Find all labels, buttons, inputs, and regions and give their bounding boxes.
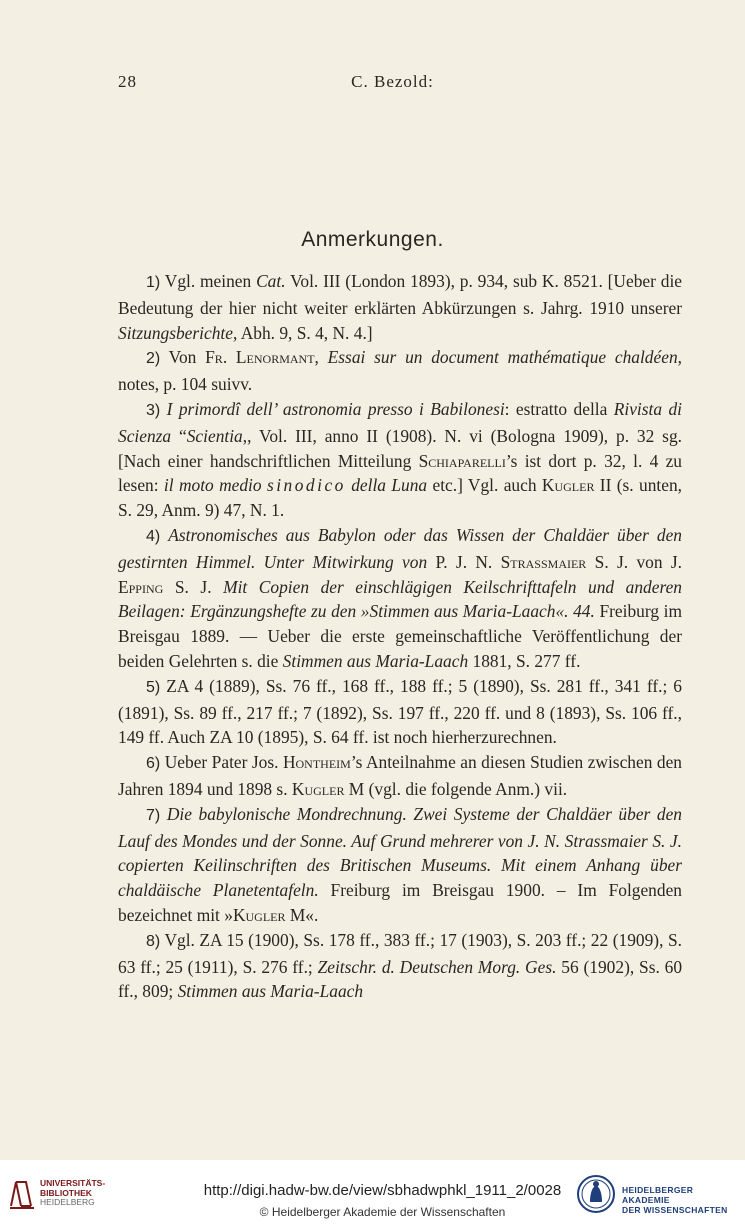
copyright-notice: © Heidelberger Akademie der Wissenschaften (259, 1205, 506, 1219)
note-text: ’s ist dort p. 32, l. 4 zu lesen: (118, 450, 682, 496)
notes-list (118, 269, 682, 1004)
library-line-3: HEIDELBERG (40, 1197, 95, 1207)
note-item (118, 345, 682, 397)
note-text: Ueber Pater Jos. (160, 752, 283, 773)
note-text (160, 804, 167, 824)
academy-name (622, 1185, 741, 1215)
author-name: Hontheim (282, 752, 351, 773)
note-text: M (vgl. die folgende Anm.) vii. (344, 778, 568, 799)
author-name: Fr. Lenormant (205, 347, 315, 368)
note-title-italic: il moto medio (163, 475, 267, 496)
note-text: Vol. III (London 1893), p. 934, sub K. 8521. [Ueber die Bedeutung der hier nicht weiter erklärten Abkürzungen s. Jahrg. 1910 unserer (118, 271, 682, 318)
note-title-italic: Astronomisches aus Babylon oder das Wissen der Chaldäer über den gestirnten Himmel. Unter Mitwirkung von (118, 524, 682, 572)
running-title: C. Bezold: (351, 72, 434, 91)
note-title-italic: della Luna (345, 475, 428, 496)
note-title-italic: Scientia (186, 425, 243, 446)
note-number: 4) (146, 527, 161, 545)
note-title-italic: Die babylonische Mondrechnung. Zwei Systeme der Chaldäer über den Lauf des Mondes und der Sonne. Auf Grund mehrerer von J. N. Strassmaier S. J. copierten Keilinschriften des Britischen Museums. Mit einem Anhang über chaldäische Planetentafeln. (118, 803, 682, 901)
note-text: S. J. von J. (586, 551, 682, 572)
note-number: 5) (146, 678, 161, 696)
note-text: Von (160, 347, 206, 368)
author-name: Schiaparelli (418, 450, 506, 471)
note-title-italic: sinodico (266, 475, 346, 496)
note-title-italic: Cat. (256, 271, 286, 291)
note-title-italic: Essai sur un document mathématique chaldéen (327, 347, 678, 368)
note-text: S. J. (163, 576, 224, 597)
note-text: Vgl. meinen (160, 271, 257, 291)
academy-line-1: HEIDELBERGER AKADEMIE (622, 1185, 694, 1205)
note-title-italic: Zeitschr. d. Deutschen Morg. Ges. (317, 956, 557, 977)
note-title-italic: Stimmen aus Maria-Laach (282, 650, 469, 671)
note-text: , (314, 347, 328, 368)
note-text: Freiburg im Breisgau 1889. — Ueber die erste gemeinschaftliche Veröffentlichung der beiden Gelehrten s. die (118, 601, 682, 671)
note-text: II (s. unten, S. 29, Anm. 9) 47, N. 1. (118, 475, 682, 521)
note-item (118, 269, 682, 345)
note-item (118, 750, 682, 802)
note-number: 7) (146, 806, 161, 824)
note-title-italic: Mit Copien der einschlägigen Keilschrifttafeln und anderen Beilagen: Ergänzungshefte zu den »Stimmen aus Maria-Laach«. 44. (118, 576, 682, 622)
note-item (118, 397, 682, 523)
note-text: “ (171, 425, 187, 446)
note-text: : estratto della (504, 398, 614, 419)
note-number: 8) (146, 932, 161, 950)
author-name: Epping (118, 576, 164, 597)
note-title-italic: I primordî dell’ astronomia presso i Babilonesi (166, 398, 505, 419)
viewer-footer (0, 1160, 745, 1226)
note-number: 1) (146, 274, 161, 291)
note-text: , notes, p. 104 suivv. (118, 347, 682, 395)
note-item (118, 928, 682, 1004)
note-text: 1881, S. 277 ff. (468, 650, 581, 671)
note-text: , Abh. 9, S. 4, N. 4.] (232, 322, 373, 343)
note-title-italic: Sitzungsberichte (118, 322, 233, 343)
academy-seal-icon (576, 1174, 616, 1214)
note-title-italic: Rivista di Scienza (118, 398, 682, 446)
library-line-2: BIBLIOTHEK (40, 1187, 92, 1198)
section-title: Anmerkungen. (301, 228, 444, 251)
note-text: M«. (285, 904, 319, 925)
permalink-url[interactable]: http://digi.hadw-bw.de/view/sbhadwphkl_1911_2/0028 (203, 1182, 562, 1199)
note-title-italic: Stimmen aus Maria-Laach (177, 981, 364, 1002)
note-text: ’s Anteilnahme an diesen Studien zwischen den Jahren 1894 und 1898 s. (118, 752, 682, 799)
note-text: Vgl. ZA 15 (1900), Ss. 178 ff., 383 ff.; 17 (1903), S. 203 ff.; 22 (1909), S. 63 ff.; 25 (1911), S. 276 ff.; (118, 929, 682, 977)
author-name: Kugler (232, 904, 286, 925)
note-text: 56 (1902), Ss. 60 ff., 809; (118, 956, 683, 1002)
author-name: Kugler (291, 778, 345, 799)
note-number: 6) (146, 755, 161, 773)
note-text: ZA 4 (1889), Ss. 76 ff., 168 ff., 188 ff.; 5 (1890), Ss. 281 ff., 341 ff.; 6 (1891), Ss. 89 ff., 217 ff.; 7 (1892), Ss. 197 ff., 220 ff. und 8 (1893), Ss. 106 ff., 149 ff. Auch ZA 10 (1895), S. 64 ff. ist noch hierherzurechnen. (118, 675, 682, 748)
note-text: ,, Vol. III, anno II (1908). N. vi (Bologna 1909), p. 32 sg. [Nach einer handschriftlichen Mitteilung (118, 425, 682, 471)
running-header (0, 72, 745, 96)
note-item (118, 523, 682, 674)
note-text: P. J. N. (427, 551, 501, 572)
academy-logo[interactable] (576, 1174, 741, 1218)
note-text: Freiburg im Breisgau 1900. – Im Folgenden bezeichnet mit » (118, 880, 682, 925)
note-text: etc.] Vgl. auch (427, 475, 542, 496)
author-name: Kugler (541, 475, 595, 496)
note-item (118, 674, 682, 750)
author-name: Strassmaier (500, 551, 587, 572)
page-number: 28 (118, 72, 137, 91)
note-number: 3) (146, 401, 161, 419)
library-line-1: UNIVERSITÄTS- (40, 1178, 106, 1188)
academy-line-2: DER WISSENSCHAFTEN (622, 1205, 728, 1215)
note-item (118, 802, 682, 928)
note-number: 2) (146, 350, 161, 368)
